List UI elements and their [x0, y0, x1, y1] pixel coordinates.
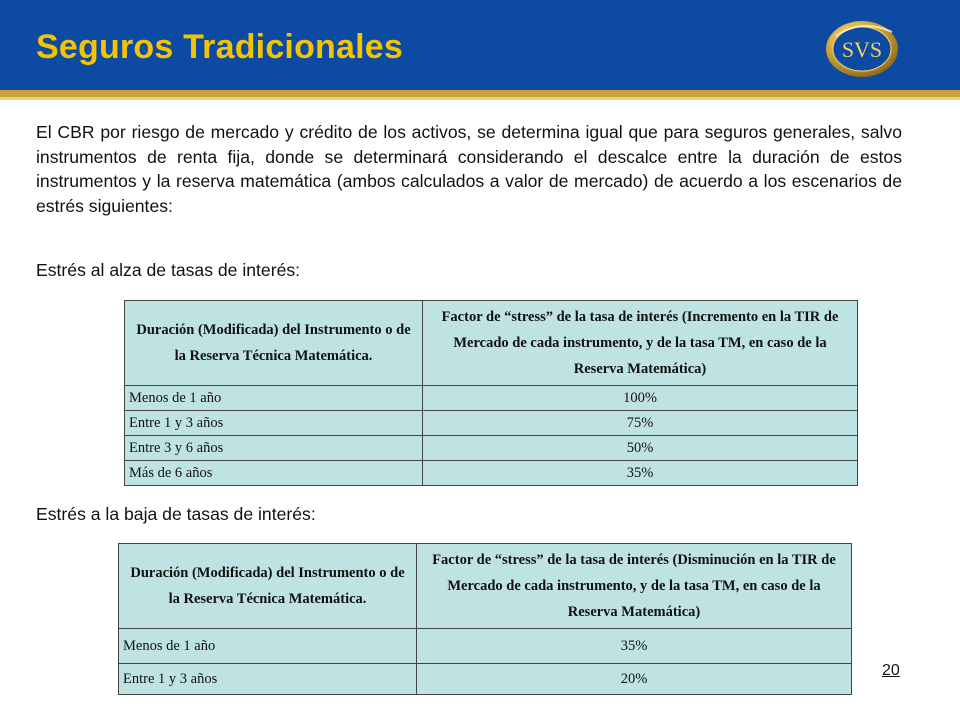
- table-row: [119, 664, 852, 695]
- stress-up-table: [124, 300, 858, 486]
- section-up-heading: Estrés al alza de tasas de interés:: [36, 260, 301, 280]
- factor-cell: 35%: [417, 629, 852, 664]
- factor-cell: 20%: [417, 664, 852, 695]
- table-row: [125, 386, 858, 411]
- table-row: [119, 629, 852, 664]
- page-number: 20: [882, 662, 900, 679]
- range-cell: Entre 1 y 3 años: [125, 411, 423, 436]
- svs-logo-icon: [822, 16, 902, 80]
- range-cell: Entre 3 y 6 años: [125, 436, 423, 461]
- stress-down-table: [118, 543, 852, 695]
- range-cell: Más de 6 años: [125, 461, 423, 486]
- factor-cell: 100%: [423, 386, 858, 411]
- table-row: [125, 411, 858, 436]
- header-light-line: [0, 97, 960, 100]
- range-cell: Menos de 1 año: [119, 629, 417, 664]
- table-row: [125, 461, 858, 486]
- factor-cell: 35%: [423, 461, 858, 486]
- section-down-heading: Estrés a la baja de tasas de interés:: [36, 504, 316, 524]
- col-duration-header: Duración (Modificada) del Instrumento o de la Reserva Técnica Matemática.: [119, 544, 417, 629]
- range-cell: Entre 1 y 3 años: [119, 664, 417, 695]
- range-cell: Menos de 1 año: [125, 386, 423, 411]
- intro-paragraph: El CBR por riesgo de mercado y crédito de los activos, se determina igual que para seguros generales, salvo instrumentos de renta fija, donde se determinará considerando el descalce entre la duración de estos instrumentos y la reserva matemática (ambos calculados a valor de mercado) de acuerdo a los escenarios de estrés siguientes:: [36, 122, 902, 216]
- logo-text: SVS: [841, 37, 883, 62]
- table-header-row: [125, 301, 858, 386]
- col-factor-header: Factor de “stress” de la tasa de interés (Disminución en la TIR de Mercado de cada instrumento, y de la tasa TM, en caso de la Reserva Matemática): [417, 544, 852, 629]
- col-factor-header: Factor de “stress” de la tasa de interés (Incremento en la TIR de Mercado de cada instrumento, y de la tasa TM, en caso de la Reserva Matemática): [423, 301, 858, 386]
- factor-cell: 50%: [423, 436, 858, 461]
- table-header-row: [119, 544, 852, 629]
- page-title: Seguros Tradicionales: [36, 28, 403, 66]
- col-duration-header: Duración (Modificada) del Instrumento o de la Reserva Técnica Matemática.: [125, 301, 423, 386]
- table-row: [125, 436, 858, 461]
- factor-cell: 75%: [423, 411, 858, 436]
